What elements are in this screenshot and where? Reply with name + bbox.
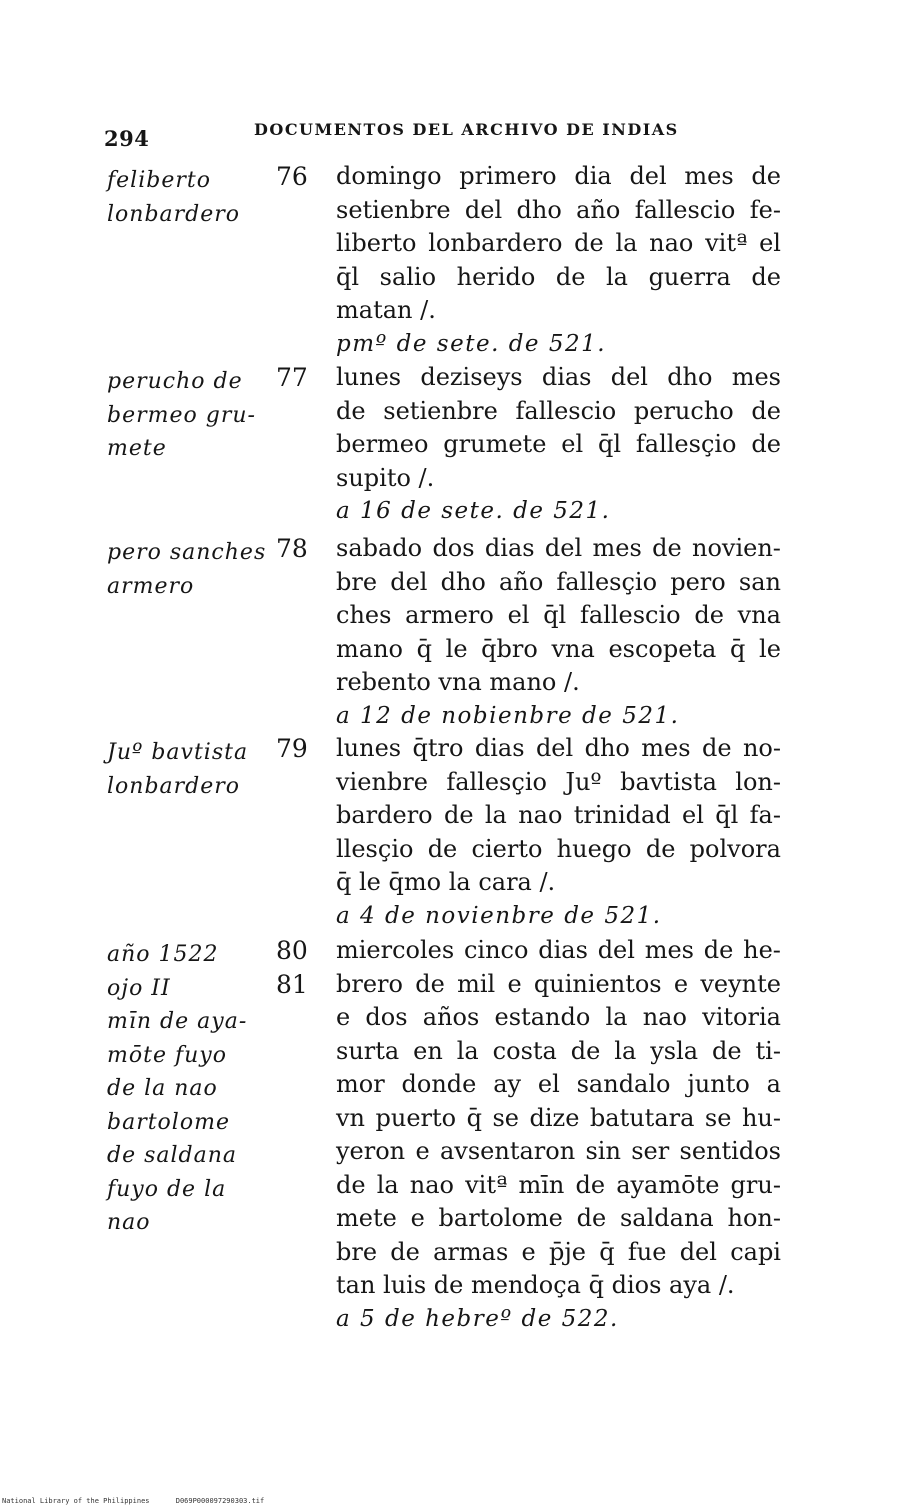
word: de bbox=[694, 601, 724, 629]
word: lon- bbox=[735, 767, 781, 796]
word: de bbox=[712, 1036, 742, 1065]
word: miercoles bbox=[336, 936, 455, 964]
word: setienbre bbox=[336, 195, 451, 224]
word: mes bbox=[641, 734, 691, 762]
word: dias bbox=[474, 734, 525, 762]
word: dos bbox=[365, 1003, 408, 1031]
margin-line: Juº bavtista bbox=[107, 740, 249, 765]
word: nao bbox=[518, 801, 563, 829]
word: e bbox=[521, 1237, 536, 1266]
word: e bbox=[336, 1003, 351, 1031]
word: q̄ bbox=[730, 634, 746, 663]
word: el bbox=[507, 601, 530, 629]
word: la bbox=[606, 262, 628, 291]
word: sin bbox=[585, 1137, 621, 1165]
word: vitª bbox=[465, 1170, 508, 1199]
word: el bbox=[537, 1070, 560, 1098]
word: del bbox=[610, 363, 648, 391]
word: le bbox=[445, 634, 468, 663]
body-line bbox=[336, 968, 781, 1002]
word: q̄tro bbox=[412, 734, 464, 762]
word: mīn bbox=[518, 1170, 565, 1199]
word: mano bbox=[336, 634, 403, 663]
word: el bbox=[561, 430, 584, 458]
word: e bbox=[410, 1204, 425, 1232]
word: bavtista bbox=[620, 767, 717, 796]
word: mil bbox=[457, 969, 496, 998]
word: surta bbox=[336, 1036, 400, 1065]
word: q̄l bbox=[336, 262, 360, 291]
word: se bbox=[492, 1103, 520, 1132]
word: grumete bbox=[443, 430, 547, 458]
entry-body bbox=[336, 934, 781, 1336]
margin-line: de la nao bbox=[107, 1076, 218, 1101]
word: vitoria bbox=[702, 1003, 781, 1031]
word: de bbox=[751, 262, 781, 291]
word: dize bbox=[529, 1103, 580, 1132]
word: q̄l bbox=[715, 801, 739, 829]
body-line bbox=[336, 160, 781, 194]
word: sabado bbox=[336, 534, 423, 562]
word: dos bbox=[432, 534, 475, 562]
margin-line: año 1522 bbox=[107, 942, 219, 967]
word: la bbox=[484, 801, 507, 829]
word: batutara bbox=[589, 1103, 695, 1132]
word: hon- bbox=[727, 1204, 781, 1232]
word: de bbox=[336, 1170, 366, 1199]
word: de bbox=[703, 936, 734, 964]
word: mes bbox=[731, 363, 781, 391]
margin-line: armero bbox=[107, 573, 195, 599]
body-line bbox=[336, 361, 781, 395]
word: huego bbox=[556, 834, 632, 863]
word: fallescio bbox=[579, 601, 681, 629]
body-line bbox=[336, 261, 781, 295]
word: del bbox=[679, 1237, 717, 1266]
margin-note bbox=[107, 164, 272, 231]
word: del bbox=[390, 567, 428, 596]
margin-note bbox=[107, 536, 272, 603]
body-line bbox=[336, 1135, 781, 1169]
margin-note bbox=[107, 736, 272, 803]
word: fallesçio bbox=[556, 567, 658, 596]
word: fe- bbox=[749, 195, 781, 224]
word: pero bbox=[670, 567, 726, 596]
entry-number-value: 81 bbox=[276, 969, 308, 999]
word: armas bbox=[433, 1237, 509, 1266]
word: trinidad bbox=[573, 801, 671, 829]
word: no- bbox=[742, 734, 781, 762]
word: avsentaron bbox=[439, 1137, 576, 1165]
word: fallescio bbox=[515, 396, 617, 425]
word: mete bbox=[336, 1204, 397, 1232]
margin-line: mōte fuyo bbox=[107, 1042, 227, 1068]
word: fallescio bbox=[634, 195, 736, 224]
word: ysla bbox=[650, 1036, 699, 1065]
margin-line: mīn de aya- bbox=[107, 1009, 248, 1034]
entry-number bbox=[276, 732, 322, 766]
word: perucho bbox=[633, 396, 734, 425]
entry-number bbox=[276, 160, 322, 194]
word: mes bbox=[592, 534, 642, 562]
word: año bbox=[499, 567, 544, 596]
margin-note bbox=[107, 938, 272, 1240]
word: q̄ bbox=[416, 634, 432, 663]
margin-line: lonbardero bbox=[107, 773, 241, 799]
body-line bbox=[336, 428, 781, 462]
margin-line: bermeo gru- bbox=[107, 402, 256, 428]
word: de bbox=[751, 396, 781, 425]
word: dias bbox=[484, 534, 535, 562]
body-line bbox=[336, 732, 781, 766]
word: estando bbox=[494, 1003, 591, 1031]
word: la bbox=[615, 229, 638, 257]
entry-number-value: 79 bbox=[276, 734, 308, 763]
word: de bbox=[751, 430, 781, 458]
word: año bbox=[576, 195, 621, 224]
word: deziseys bbox=[420, 363, 523, 391]
word: del bbox=[535, 734, 574, 762]
word: bardero bbox=[336, 801, 433, 829]
word: saldana bbox=[619, 1204, 714, 1232]
word: nao bbox=[409, 1170, 454, 1199]
margin-line: perucho de bbox=[107, 369, 243, 394]
margin-line: mete bbox=[107, 436, 167, 461]
word: dho bbox=[667, 363, 713, 391]
word: primero bbox=[459, 162, 557, 190]
word: de bbox=[570, 1036, 601, 1065]
body-line bbox=[336, 227, 781, 261]
word: se bbox=[704, 1103, 732, 1132]
word: e bbox=[415, 1137, 430, 1165]
word: ayamōte bbox=[616, 1170, 720, 1199]
word: vienbre bbox=[336, 767, 428, 796]
word: armero bbox=[405, 601, 494, 629]
word: llesçio bbox=[336, 834, 414, 863]
word: ay bbox=[493, 1070, 522, 1098]
word: dho bbox=[516, 195, 562, 224]
footer-file: D069P000097290303.tif bbox=[175, 1497, 265, 1505]
word: lunes bbox=[336, 363, 402, 391]
word: setienbre bbox=[383, 396, 498, 425]
entry-number-value: 76 bbox=[276, 162, 308, 191]
word: q̄l bbox=[543, 601, 567, 629]
word: escopeta bbox=[608, 634, 717, 663]
word: q̄ bbox=[599, 1237, 615, 1266]
word: de bbox=[390, 1237, 420, 1266]
body-line bbox=[336, 1102, 781, 1136]
word: p̄je bbox=[549, 1237, 587, 1266]
word: de bbox=[652, 534, 682, 562]
word: fue bbox=[627, 1237, 667, 1266]
body-line: rebento vna mano /. bbox=[336, 668, 580, 696]
body-line bbox=[336, 1169, 781, 1203]
word: puerto bbox=[375, 1103, 457, 1132]
body-line bbox=[336, 1068, 781, 1102]
word: junto bbox=[687, 1070, 750, 1098]
word: hu- bbox=[741, 1103, 781, 1132]
word: ches bbox=[336, 601, 392, 629]
word: Juº bbox=[565, 767, 602, 796]
word: polvora bbox=[689, 834, 781, 863]
word: salio bbox=[379, 262, 437, 291]
word: de bbox=[443, 801, 474, 829]
word: lunes bbox=[336, 734, 402, 762]
word: nao bbox=[642, 1003, 687, 1031]
word: lonbardero bbox=[428, 229, 563, 257]
word: le bbox=[759, 634, 781, 663]
entry-number bbox=[276, 361, 322, 395]
word: años bbox=[422, 1003, 480, 1031]
word: la bbox=[456, 1036, 479, 1065]
word: herido bbox=[456, 262, 536, 291]
body-line bbox=[336, 1001, 781, 1035]
word: dias bbox=[538, 936, 588, 964]
entry-number-value: 78 bbox=[276, 534, 308, 563]
running-title: DOCUMENTOS DEL ARCHIVO DE INDIAS bbox=[254, 120, 679, 139]
entry-date: a 4 de novienbre de 521. bbox=[336, 902, 662, 929]
word: del bbox=[597, 936, 635, 964]
margin-line: nao bbox=[107, 1210, 151, 1235]
entry-date: a 12 de nobienbre de 521. bbox=[336, 702, 680, 729]
word: capi bbox=[730, 1237, 781, 1266]
word: q̄bro bbox=[481, 634, 538, 663]
body-line bbox=[336, 1202, 781, 1236]
word: de bbox=[645, 834, 676, 863]
word: el bbox=[682, 801, 704, 829]
word: quinientos bbox=[533, 969, 662, 998]
word: la bbox=[605, 1003, 628, 1031]
word: dho bbox=[584, 734, 630, 762]
word: fallesçio bbox=[446, 767, 547, 796]
margin-line: pero sanches bbox=[107, 540, 267, 565]
word: bre bbox=[336, 1237, 378, 1266]
word: he- bbox=[743, 936, 781, 964]
margin-line: lonbardero bbox=[107, 201, 241, 227]
entry-number-value: 77 bbox=[276, 363, 308, 392]
word: mes bbox=[644, 936, 694, 964]
margin-line: bartolome bbox=[107, 1109, 230, 1135]
word: gru- bbox=[730, 1170, 781, 1199]
body-line bbox=[336, 395, 781, 429]
word: de bbox=[336, 396, 366, 425]
word: guerra bbox=[648, 262, 731, 291]
word: de bbox=[701, 734, 732, 762]
entry-date: pmº de sete. de 521. bbox=[336, 330, 607, 357]
body-line: supito /. bbox=[336, 463, 435, 492]
word: donde bbox=[401, 1070, 477, 1098]
word: ser bbox=[631, 1137, 670, 1165]
body-line bbox=[336, 1035, 781, 1069]
body-line bbox=[336, 799, 781, 833]
entry-body bbox=[336, 532, 781, 733]
word: de bbox=[575, 1170, 606, 1199]
word: en bbox=[413, 1036, 443, 1065]
body-line bbox=[336, 766, 781, 800]
word: de bbox=[555, 262, 586, 291]
margin-line: ojo II bbox=[107, 975, 171, 1001]
page-number: 294 bbox=[104, 126, 150, 151]
word: mor bbox=[336, 1070, 385, 1098]
body-line bbox=[336, 599, 781, 633]
body-line bbox=[336, 566, 781, 600]
body-line bbox=[336, 934, 781, 968]
word: e bbox=[673, 969, 689, 998]
body-line bbox=[336, 633, 781, 667]
word: el bbox=[759, 229, 781, 257]
body-line: q̄ le q̄mo la cara /. bbox=[336, 868, 556, 896]
word: veynte bbox=[700, 969, 781, 998]
word: novien- bbox=[692, 534, 781, 562]
word: fallesçio bbox=[635, 430, 737, 458]
margin-line: fuyo de la bbox=[107, 1176, 227, 1202]
margin-note bbox=[107, 365, 272, 466]
word: de bbox=[415, 969, 445, 998]
word: vna bbox=[737, 601, 781, 629]
word: nao bbox=[649, 229, 694, 257]
word: vna bbox=[551, 634, 595, 663]
word: dia bbox=[574, 162, 612, 190]
word: san bbox=[738, 567, 781, 596]
word: bermeo bbox=[336, 430, 429, 458]
body-line bbox=[336, 532, 781, 566]
entry-body bbox=[336, 160, 781, 361]
word: bartolome bbox=[438, 1204, 563, 1232]
word: de bbox=[427, 834, 458, 863]
word: del bbox=[629, 162, 667, 190]
word: vitª bbox=[705, 229, 748, 257]
word: sandalo bbox=[576, 1070, 671, 1098]
word: sentidos bbox=[679, 1137, 781, 1165]
word: a bbox=[766, 1070, 781, 1098]
word: q̄ bbox=[466, 1103, 482, 1132]
word: brero bbox=[336, 969, 403, 998]
word: cierto bbox=[471, 834, 543, 863]
body-line bbox=[336, 1236, 781, 1270]
word: liberto bbox=[336, 229, 417, 257]
word: vn bbox=[336, 1103, 366, 1132]
word: ti- bbox=[755, 1036, 781, 1065]
body-line: tan luis de mendoça q̄ dios aya /. bbox=[336, 1271, 735, 1299]
word: fa- bbox=[749, 801, 781, 829]
entry-number-value: 80 bbox=[276, 936, 308, 965]
word: del bbox=[464, 195, 503, 224]
entry-body bbox=[336, 732, 781, 933]
body-line: matan /. bbox=[336, 296, 436, 324]
word: de bbox=[576, 1204, 607, 1232]
word: costa bbox=[492, 1036, 557, 1065]
word: de bbox=[751, 162, 781, 190]
margin-line: feliberto bbox=[107, 168, 211, 193]
word: domingo bbox=[336, 162, 442, 190]
word: la bbox=[614, 1036, 637, 1065]
entry-date: a 5 de hebreº de 522. bbox=[336, 1305, 619, 1332]
word: dias bbox=[541, 363, 592, 391]
margin-line: de saldana bbox=[107, 1143, 238, 1168]
body-line bbox=[336, 194, 781, 228]
entry-body bbox=[336, 361, 781, 529]
word: del bbox=[544, 534, 583, 562]
entry-number bbox=[276, 934, 322, 1001]
footer-library: National Library of the Philippines bbox=[2, 1497, 150, 1505]
word: e bbox=[507, 969, 522, 998]
word: q̄l bbox=[597, 430, 622, 458]
word: dho bbox=[440, 567, 486, 596]
word: cinco bbox=[463, 936, 529, 964]
entry-date: a 16 de sete. de 521. bbox=[336, 498, 611, 524]
word: de bbox=[574, 229, 604, 257]
word: bre bbox=[336, 567, 378, 596]
word: la bbox=[376, 1170, 399, 1199]
body-line bbox=[336, 833, 781, 867]
word: yeron bbox=[336, 1137, 406, 1165]
entry-number bbox=[276, 532, 322, 566]
scan-footer bbox=[2, 1497, 264, 1505]
word: mes bbox=[684, 162, 734, 190]
